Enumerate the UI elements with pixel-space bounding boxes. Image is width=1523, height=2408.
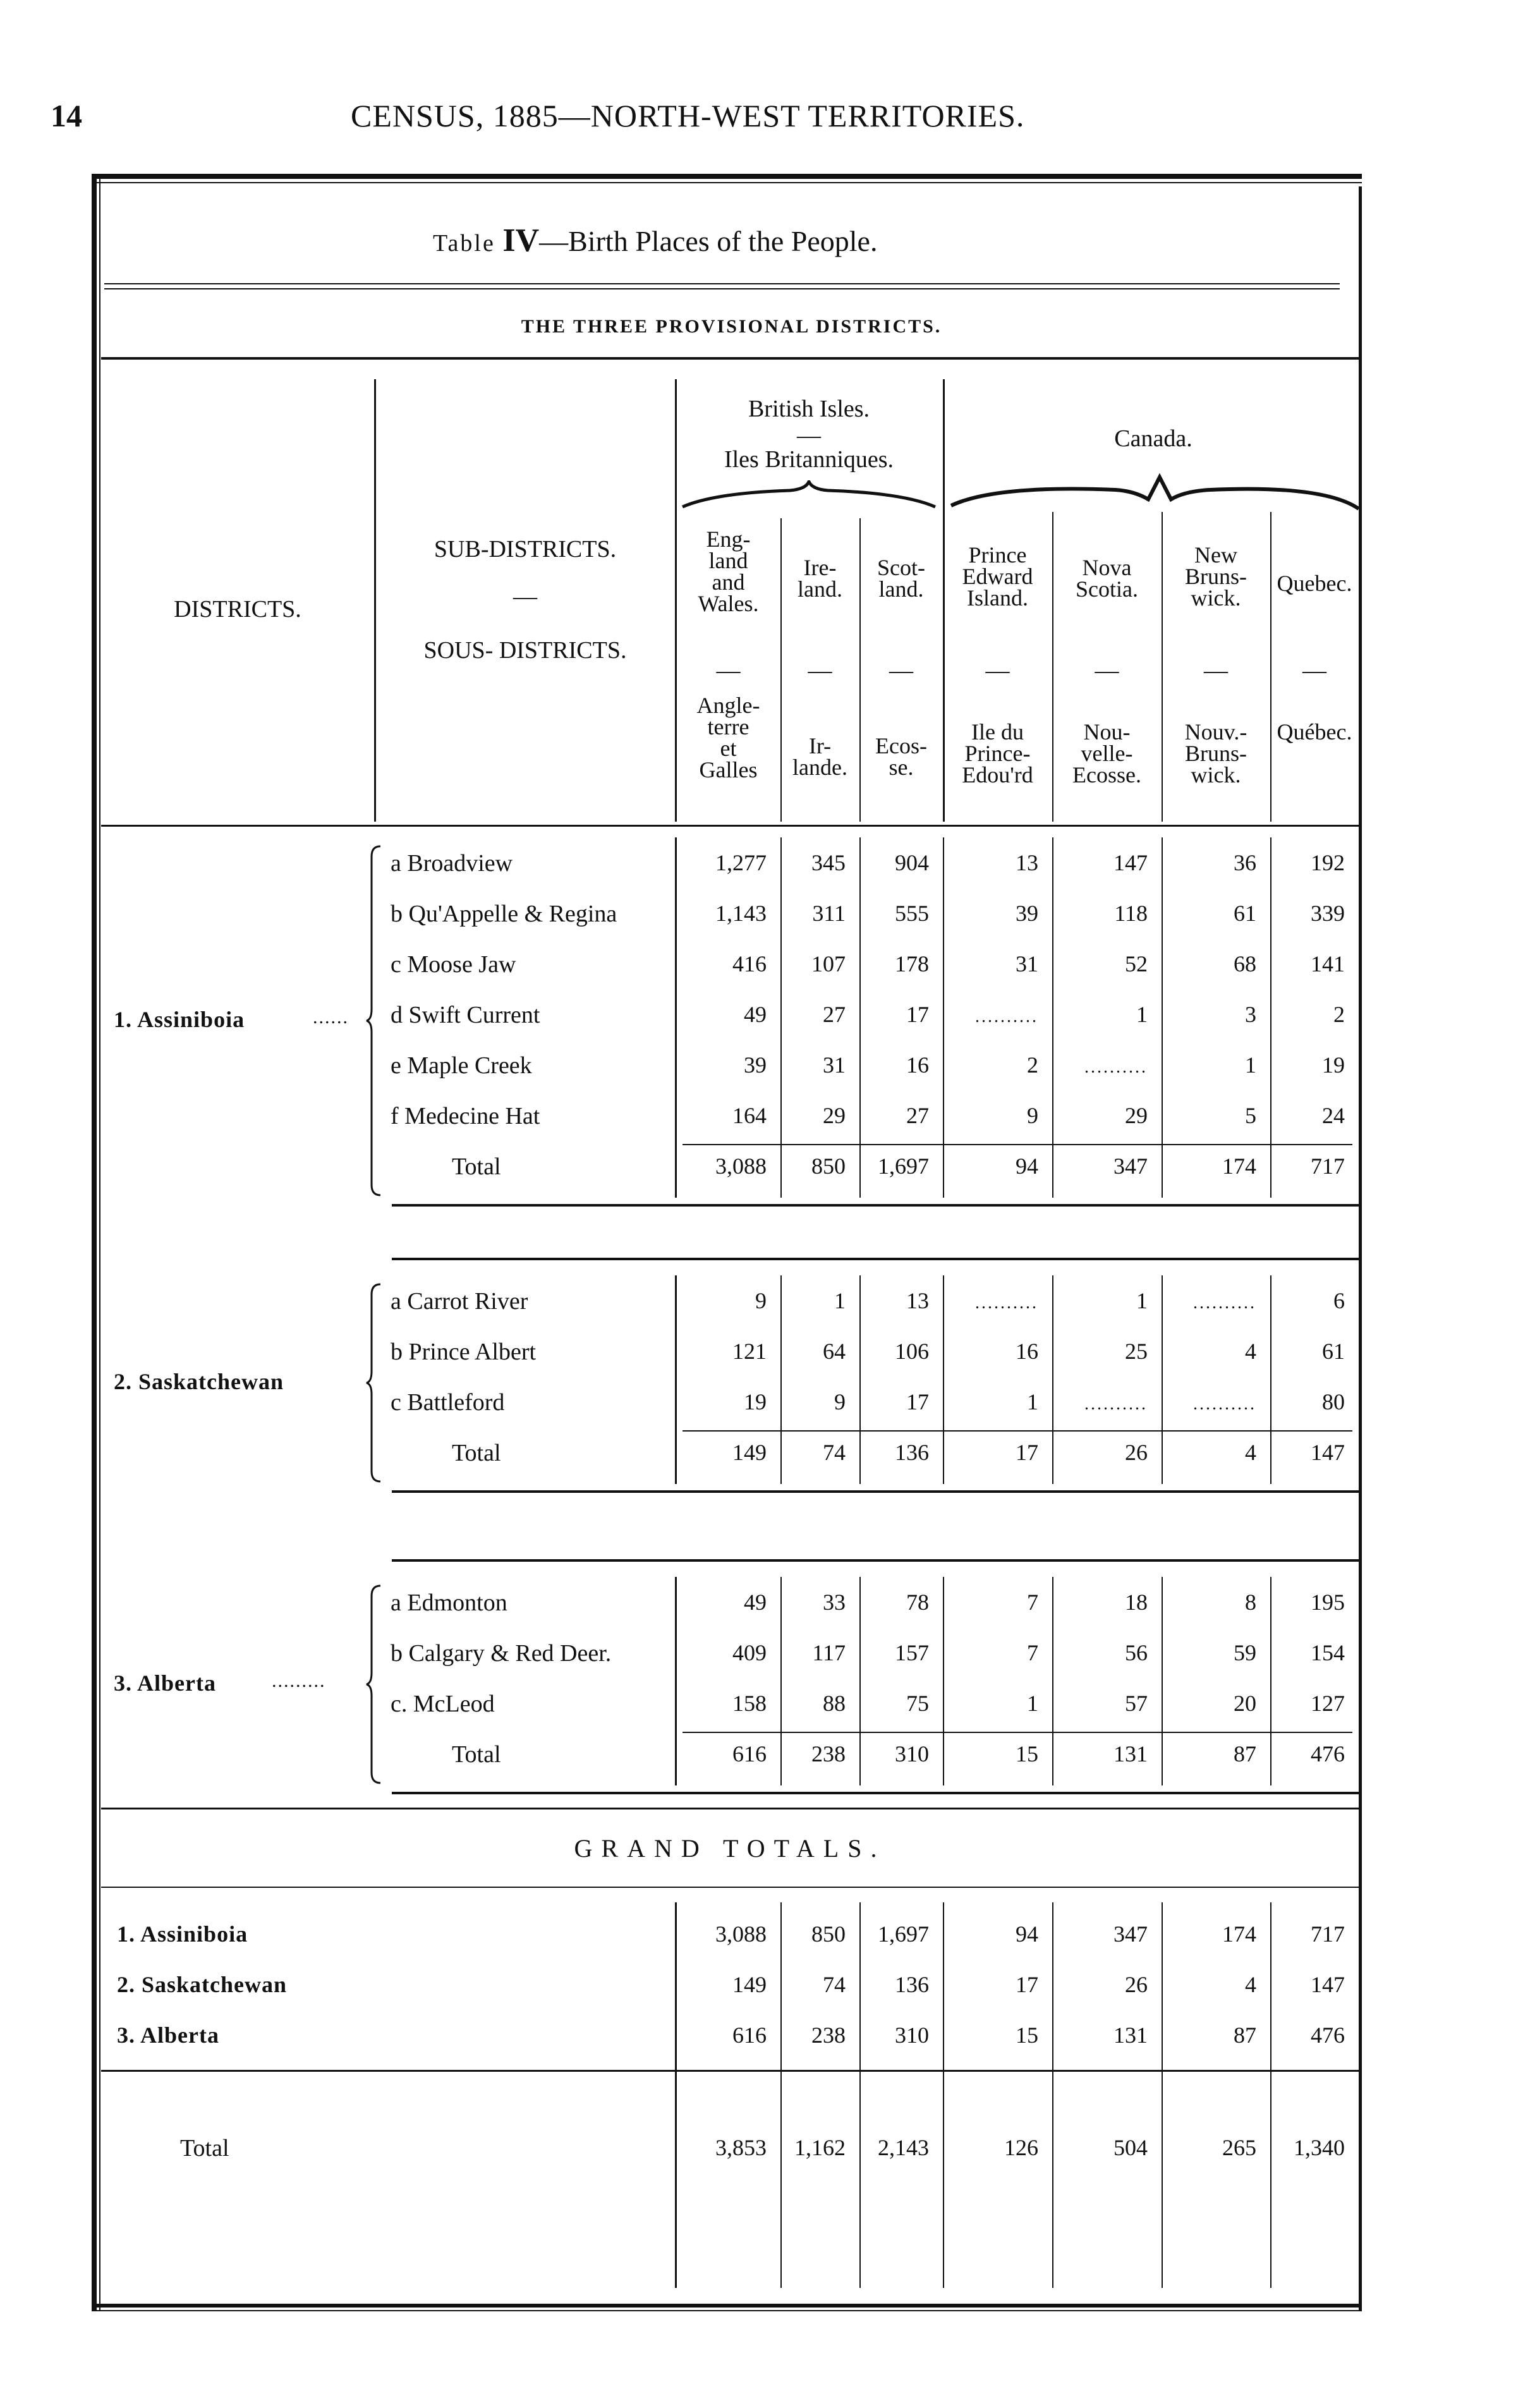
table-cell: 310 bbox=[895, 1741, 929, 1766]
table-cell: 107 bbox=[811, 951, 846, 976]
table-cell: 13 bbox=[1016, 850, 1038, 875]
column-header-fr: Bruns- bbox=[1185, 741, 1247, 766]
table-cell: 94 bbox=[1016, 1153, 1038, 1179]
table-cell: 616 bbox=[732, 1741, 767, 1766]
table-cell: 616 bbox=[732, 2022, 767, 2048]
table-cell: 49 bbox=[744, 1002, 767, 1027]
table-cell: 149 bbox=[732, 1972, 767, 1997]
table-cell: 1 bbox=[1245, 1052, 1256, 1078]
table-cell: 74 bbox=[823, 1440, 846, 1465]
table-cell: 717 bbox=[1311, 1921, 1345, 1947]
table-cell: 87 bbox=[1234, 2022, 1256, 2048]
column-header-en: Prince bbox=[968, 542, 1027, 568]
column-header-fr: Prince- bbox=[964, 741, 1031, 766]
column-header-en: land bbox=[708, 548, 748, 573]
leader-dots: ...... bbox=[313, 1007, 349, 1028]
table-cell: 9 bbox=[1027, 1103, 1038, 1128]
column-header-fr: Angle- bbox=[696, 693, 760, 718]
table-cell: 1,697 bbox=[878, 1153, 929, 1179]
column-header-en: Eng- bbox=[706, 526, 751, 552]
table-cell: 17 bbox=[1016, 1440, 1038, 1465]
table-cell: 157 bbox=[895, 1640, 929, 1665]
column-rule bbox=[943, 1902, 944, 2288]
table-cell: 904 bbox=[895, 850, 929, 875]
column-rule bbox=[374, 379, 376, 822]
section-total-label: Total bbox=[452, 1440, 501, 1466]
column-header-en: Nova bbox=[1082, 555, 1132, 580]
table-cell: 94 bbox=[1016, 1921, 1038, 1947]
subdistrict-label: c. McLeod bbox=[391, 1691, 495, 1717]
row-rule bbox=[392, 1204, 1359, 1207]
table-cell: 3,088 bbox=[715, 1153, 767, 1179]
column-rule bbox=[943, 379, 945, 822]
table-cell: .......... bbox=[1193, 1394, 1256, 1414]
table-cell: 1,340 bbox=[1294, 2135, 1345, 2160]
column-rule bbox=[675, 379, 677, 822]
table-cell: 4 bbox=[1245, 1972, 1256, 1997]
column-header-en: Ire- bbox=[803, 555, 837, 580]
table-cell: 15 bbox=[1016, 1741, 1038, 1766]
row-rule bbox=[683, 1144, 1352, 1145]
table-cell: 136 bbox=[895, 1440, 929, 1465]
table-cell: 178 bbox=[895, 951, 929, 976]
column-header-fr: se. bbox=[889, 755, 914, 780]
table-cell: 49 bbox=[744, 1590, 767, 1615]
table-cell: 24 bbox=[1322, 1103, 1345, 1128]
subdistrict-label: b Prince Albert bbox=[391, 1339, 537, 1365]
table-cell: 149 bbox=[732, 1440, 767, 1465]
table-cell: 154 bbox=[1311, 1640, 1345, 1665]
column-header-fr: Edou'rd bbox=[962, 762, 1033, 787]
table-cell: 20 bbox=[1234, 1691, 1256, 1716]
row-rule bbox=[683, 1732, 1352, 1733]
table-cell: 850 bbox=[811, 1921, 846, 1947]
table-cell: 19 bbox=[744, 1389, 767, 1414]
column-header-fr: Ir- bbox=[808, 733, 832, 758]
section-total-label: Total bbox=[452, 1741, 501, 1768]
table-cell: 88 bbox=[823, 1691, 846, 1716]
column-header-en: Quebec. bbox=[1277, 571, 1352, 596]
british-brace-icon bbox=[676, 480, 942, 512]
row-rule bbox=[392, 1792, 1359, 1794]
column-header-en: and bbox=[712, 569, 745, 595]
column-header-en: land. bbox=[798, 576, 842, 602]
table-cell: 106 bbox=[895, 1339, 929, 1364]
table-cell: 68 bbox=[1234, 951, 1256, 976]
table-cell: 61 bbox=[1234, 901, 1256, 926]
table-cell: 19 bbox=[1322, 1052, 1345, 1078]
column-header-fr: Nouv.- bbox=[1184, 719, 1247, 745]
table-cell: 416 bbox=[732, 951, 767, 976]
column-header-en: Scotia. bbox=[1076, 576, 1138, 602]
running-title: CENSUS, 1885—NORTH-WEST TERRITORIES. bbox=[351, 98, 1025, 133]
column-header-fr: Nou- bbox=[1083, 719, 1131, 745]
table-cell: 17 bbox=[906, 1002, 929, 1027]
column-rule bbox=[1270, 1902, 1271, 2288]
column-header-en: Scot- bbox=[877, 555, 925, 580]
district-name: 1. Assiniboia bbox=[114, 1007, 245, 1032]
row-rule bbox=[101, 825, 1359, 827]
subdistrict-label: c Moose Jaw bbox=[391, 951, 516, 978]
column-header-dash: — bbox=[808, 657, 832, 684]
table-cell: 504 bbox=[1113, 2135, 1148, 2160]
districts-header: DISTRICTS. bbox=[174, 596, 301, 623]
table-cell: 117 bbox=[812, 1640, 846, 1665]
table-cell: 1 bbox=[834, 1288, 846, 1313]
column-header-dash: — bbox=[889, 657, 913, 684]
row-rule bbox=[392, 1258, 1359, 1260]
table-cell: 17 bbox=[1016, 1972, 1038, 1997]
table-cell: 87 bbox=[1234, 1741, 1256, 1766]
column-header-dash: — bbox=[716, 657, 741, 684]
column-header-en: Wales. bbox=[698, 591, 759, 616]
column-rule bbox=[859, 518, 861, 822]
column-rule bbox=[1052, 512, 1053, 822]
canada-brace-icon bbox=[945, 471, 1365, 515]
table-cell: 4 bbox=[1245, 1440, 1256, 1465]
table-cell: 27 bbox=[906, 1103, 929, 1128]
column-header-fr: Galles bbox=[699, 757, 758, 782]
column-header-fr: Ecosse. bbox=[1072, 762, 1141, 787]
table-cell: 6 bbox=[1333, 1288, 1345, 1313]
table-cell: 3,853 bbox=[715, 2135, 767, 2160]
column-header-dash: — bbox=[1095, 657, 1119, 684]
table-cell: 136 bbox=[895, 1972, 929, 1997]
row-rule bbox=[101, 1808, 1359, 1809]
table-cell: 195 bbox=[1311, 1590, 1345, 1615]
table-cell: 80 bbox=[1322, 1389, 1345, 1414]
table-cell: 18 bbox=[1125, 1590, 1148, 1615]
grand-district-label: 3. Alberta bbox=[117, 2022, 219, 2048]
row-rule bbox=[101, 1887, 1359, 1888]
table-cell: 2,143 bbox=[878, 2135, 929, 2160]
table-cell: 1 bbox=[1027, 1691, 1038, 1716]
table-cell: 174 bbox=[1222, 1921, 1256, 1947]
table-cell: .......... bbox=[1193, 1293, 1256, 1313]
column-rule bbox=[1052, 1902, 1053, 2288]
table-cell: 8 bbox=[1245, 1590, 1256, 1615]
column-header-fr: Québec. bbox=[1277, 719, 1352, 745]
column-rule bbox=[780, 518, 782, 822]
table-cell: 126 bbox=[1004, 2135, 1038, 2160]
table-cell: 121 bbox=[732, 1339, 767, 1364]
column-header-fr: velle- bbox=[1081, 741, 1133, 766]
table-cell: 52 bbox=[1125, 951, 1148, 976]
table-cell: 26 bbox=[1125, 1972, 1148, 1997]
grand-district-label: 1. Assiniboia bbox=[117, 1921, 248, 1947]
column-header-fr: Ile du bbox=[971, 719, 1024, 745]
table-cell: 31 bbox=[1016, 951, 1038, 976]
grand-district-label: 2. Saskatchewan bbox=[117, 1972, 288, 1997]
table-cell: 3,088 bbox=[715, 1921, 767, 1947]
table-cell: .......... bbox=[1084, 1394, 1148, 1414]
table-cell: 15 bbox=[1016, 2022, 1038, 2048]
subdistricts-header-en: SUB-DISTRICTS. bbox=[434, 536, 617, 562]
subdistrict-label: a Carrot River bbox=[391, 1288, 528, 1315]
table-cell: 339 bbox=[1311, 901, 1345, 926]
table-cell: 33 bbox=[823, 1590, 846, 1615]
table-cell: 850 bbox=[811, 1153, 846, 1179]
page-number: 14 bbox=[51, 98, 82, 133]
table-cell: 174 bbox=[1222, 1153, 1256, 1179]
column-header-fr: et bbox=[720, 736, 737, 761]
row-rule bbox=[683, 1430, 1352, 1432]
table-cell: 16 bbox=[906, 1052, 929, 1078]
row-rule bbox=[392, 1559, 1359, 1562]
subdistrict-label: e Maple Creek bbox=[391, 1052, 532, 1079]
table-cell: 347 bbox=[1113, 1921, 1148, 1947]
column-rule bbox=[1270, 512, 1271, 822]
table-cell: 7 bbox=[1027, 1590, 1038, 1615]
subdistricts-header-fr: SOUS- DISTRICTS. bbox=[423, 637, 627, 664]
subdistrict-label: a Edmonton bbox=[391, 1590, 507, 1616]
table-cell: 25 bbox=[1125, 1339, 1148, 1364]
table-cell: 29 bbox=[1125, 1103, 1148, 1128]
table-cell: 56 bbox=[1125, 1640, 1148, 1665]
column-rule bbox=[675, 1902, 677, 2288]
table-cell: 476 bbox=[1311, 1741, 1345, 1766]
table-cell: 78 bbox=[906, 1590, 929, 1615]
district-name: 3. Alberta bbox=[114, 1670, 216, 1696]
table-cell: 39 bbox=[1016, 901, 1038, 926]
row-rule bbox=[101, 2070, 1359, 2072]
table-cell: 141 bbox=[1311, 951, 1345, 976]
table-cell: 717 bbox=[1311, 1153, 1345, 1179]
column-header-fr: lande. bbox=[792, 755, 847, 780]
leader-dots: ......... bbox=[272, 1670, 326, 1691]
table-cell: 164 bbox=[732, 1103, 767, 1128]
table-cell: 5 bbox=[1245, 1103, 1256, 1128]
table-cell: 409 bbox=[732, 1640, 767, 1665]
table-cell: 59 bbox=[1234, 1640, 1256, 1665]
table-title: Table IV—Birth Places of the People. bbox=[433, 222, 878, 258]
table-cell: 147 bbox=[1113, 850, 1148, 875]
table-cell: 2 bbox=[1333, 1002, 1345, 1027]
column-header-dash: — bbox=[1302, 657, 1326, 684]
table-cell: 238 bbox=[811, 1741, 846, 1766]
table-subtitle: THE THREE PROVISIONAL DISTRICTS. bbox=[521, 316, 942, 337]
column-rule bbox=[1162, 512, 1163, 822]
column-header-dash: — bbox=[985, 657, 1010, 684]
table-cell: 36 bbox=[1234, 850, 1256, 875]
table-cell: 64 bbox=[823, 1339, 846, 1364]
row-rule bbox=[392, 1490, 1359, 1493]
table-cell: 345 bbox=[811, 850, 846, 875]
subdistrict-label: c Battleford bbox=[391, 1389, 505, 1416]
table-cell: 147 bbox=[1311, 1440, 1345, 1465]
british-isles-header: British Isles. bbox=[748, 396, 870, 422]
table-cell: 1 bbox=[1136, 1288, 1148, 1313]
column-rule bbox=[1162, 1902, 1163, 2288]
table-cell: 265 bbox=[1222, 2135, 1256, 2160]
table-cell: 131 bbox=[1113, 1741, 1148, 1766]
column-header-en: Edward bbox=[962, 564, 1033, 589]
subdistrict-label: d Swift Current bbox=[391, 1002, 540, 1028]
table-cell: 9 bbox=[755, 1288, 767, 1313]
subdistrict-label: b Calgary & Red Deer. bbox=[391, 1640, 612, 1667]
table-cell: 2 bbox=[1027, 1052, 1038, 1078]
table-cell: 39 bbox=[744, 1052, 767, 1078]
grand-total-label: Total bbox=[180, 2135, 229, 2162]
table-cell: 3 bbox=[1245, 1002, 1256, 1027]
grand-totals-title: GRAND TOTALS. bbox=[574, 1834, 886, 1863]
table-cell: 118 bbox=[1114, 901, 1148, 926]
table-cell: 9 bbox=[834, 1389, 846, 1414]
column-header-dash: — bbox=[1204, 657, 1228, 684]
table-cell: 158 bbox=[732, 1691, 767, 1716]
table-cell: .......... bbox=[975, 1293, 1038, 1313]
column-header-en: New bbox=[1194, 542, 1237, 568]
table-cell: .......... bbox=[975, 1007, 1038, 1026]
column-header-en: Island. bbox=[967, 585, 1028, 611]
table-cell: 1,162 bbox=[794, 2135, 846, 2160]
subdistrict-label: f Medecine Hat bbox=[391, 1103, 540, 1129]
column-header-en: land. bbox=[878, 576, 924, 602]
table-cell: 61 bbox=[1322, 1339, 1345, 1364]
table-cell: .......... bbox=[1084, 1057, 1148, 1077]
table-cell: 57 bbox=[1125, 1691, 1148, 1716]
table-cell: 147 bbox=[1311, 1972, 1345, 1997]
table-cell: 127 bbox=[1311, 1691, 1345, 1716]
table-cell: 310 bbox=[895, 2022, 929, 2048]
table-cell: 555 bbox=[895, 901, 929, 926]
column-header-fr: terre bbox=[707, 714, 749, 739]
table-cell: 1,277 bbox=[715, 850, 767, 875]
table-cell: 192 bbox=[1311, 850, 1345, 875]
table-cell: 1 bbox=[1027, 1389, 1038, 1414]
table-cell: 1,143 bbox=[715, 901, 767, 926]
column-rule bbox=[780, 1902, 782, 2288]
column-header-en: Bruns- bbox=[1185, 564, 1247, 589]
table-cell: 31 bbox=[823, 1052, 846, 1078]
table-cell: 476 bbox=[1311, 2022, 1345, 2048]
table-cell: 1 bbox=[1136, 1002, 1148, 1027]
table-cell: 29 bbox=[823, 1103, 846, 1128]
table-cell: 311 bbox=[812, 901, 846, 926]
column-header-en: wick. bbox=[1191, 585, 1241, 611]
subdistrict-label: b Qu'Appelle & Regina bbox=[391, 901, 617, 927]
section-total-label: Total bbox=[452, 1153, 501, 1180]
table-cell: 4 bbox=[1245, 1339, 1256, 1364]
table-cell: 238 bbox=[811, 2022, 846, 2048]
column-header-fr: wick. bbox=[1191, 762, 1241, 787]
table-cell: 7 bbox=[1027, 1640, 1038, 1665]
table-cell: 17 bbox=[906, 1389, 929, 1414]
table-cell: 75 bbox=[906, 1691, 929, 1716]
table-cell: 27 bbox=[823, 1002, 846, 1027]
column-rule bbox=[859, 1902, 861, 2288]
district-name: 2. Saskatchewan bbox=[114, 1369, 284, 1394]
canada-header: Canada. bbox=[1114, 425, 1192, 452]
table-cell: 13 bbox=[906, 1288, 929, 1313]
table-cell: 16 bbox=[1016, 1339, 1038, 1364]
table-cell: 1,697 bbox=[878, 1921, 929, 1947]
table-cell: 347 bbox=[1113, 1153, 1148, 1179]
table-cell: 74 bbox=[823, 1972, 846, 1997]
column-header-fr: Ecos- bbox=[875, 733, 927, 758]
table-cell: 131 bbox=[1113, 2022, 1148, 2048]
subdistrict-label: a Broadview bbox=[391, 850, 513, 877]
table-cell: 26 bbox=[1125, 1440, 1148, 1465]
